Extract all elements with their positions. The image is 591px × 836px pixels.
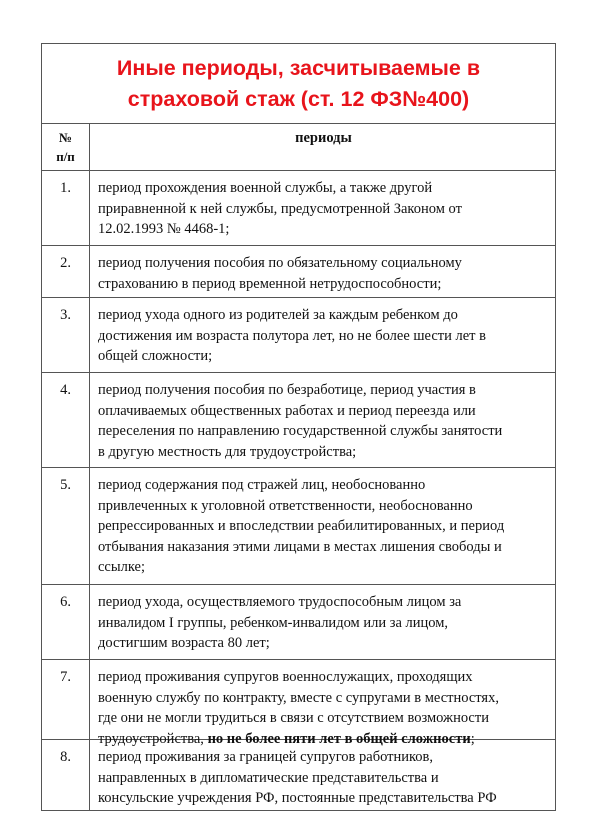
row-number: 7. bbox=[42, 660, 90, 739]
title-text bbox=[117, 53, 480, 115]
row-description bbox=[90, 298, 555, 372]
header-num-cell bbox=[42, 124, 90, 170]
description-line: консульские учреждения РФ, постоянные представительства РФ bbox=[98, 790, 497, 806]
header-periods-cell: периоды bbox=[295, 130, 352, 146]
row-description bbox=[90, 660, 555, 747]
description-line: в другую местность для трудоустройства; bbox=[98, 443, 357, 460]
description-line: ссылке; bbox=[98, 559, 145, 575]
row-number: 2. bbox=[42, 246, 90, 297]
row-number: 1. bbox=[42, 171, 90, 245]
table-header-row bbox=[42, 124, 555, 171]
row-description bbox=[90, 740, 555, 810]
row-number: 4. bbox=[42, 373, 90, 467]
table-row bbox=[42, 171, 555, 246]
description-line: период получения пособия по безработице, период участия в bbox=[98, 382, 476, 398]
table-title bbox=[42, 44, 555, 124]
table-row bbox=[42, 373, 555, 468]
description-line: где они не могли трудиться в связи с отсутствием возможности bbox=[98, 710, 489, 726]
table-row bbox=[42, 740, 555, 810]
row-number: 5. bbox=[42, 468, 90, 584]
description-line: военную службу по контракту, вместе с супругами в местностях, bbox=[98, 689, 499, 706]
table-row bbox=[42, 468, 555, 585]
description-line: период получения пособия по обязательному социальному bbox=[98, 255, 462, 271]
description-line: страхованию в период временной нетрудоспособности; bbox=[98, 275, 442, 292]
table-row bbox=[42, 246, 555, 298]
description-line: направленных в дипломатические представительства и bbox=[98, 769, 439, 786]
description-line: отбывания наказания этими лицами в местах лишения свободы и bbox=[98, 538, 502, 555]
description-text: трудоустройства, bbox=[98, 730, 208, 747]
description-line: период ухода одного из родителей за каждым ребенком до bbox=[98, 307, 458, 323]
description-line: период прохождения военной службы, а также другой bbox=[98, 180, 433, 196]
description-line: оплачиваемых общественных работах и период переезда или bbox=[98, 402, 476, 419]
title-line-2: страховой стаж (ст. 12 ФЗ№400) bbox=[127, 86, 470, 111]
table-row bbox=[42, 585, 555, 660]
description-line: инвалидом I группы, ребенком-инвалидом или за лицом, bbox=[98, 614, 449, 631]
description-line: период проживания за границей супругов работников, bbox=[98, 749, 434, 765]
row-description bbox=[90, 468, 555, 584]
header-num-symbol: № bbox=[58, 130, 73, 145]
description-line: достигшим возраста 80 лет; bbox=[98, 635, 270, 651]
title-line-1: Иные периоды, засчитываемые в bbox=[116, 55, 481, 80]
description-line: переселения по направлению государственной службы занятости bbox=[98, 423, 503, 439]
row-description bbox=[90, 171, 555, 245]
periods-table bbox=[41, 43, 556, 811]
description-line: общей сложности; bbox=[98, 348, 213, 364]
header-num-label: п/п bbox=[56, 149, 75, 164]
table-body bbox=[42, 171, 555, 810]
emphasis-text: но не более пяти лет в общей сложности bbox=[207, 730, 471, 747]
description-line: период проживания супругов военнослужащих, проходящих bbox=[98, 669, 473, 685]
table-row bbox=[42, 660, 555, 747]
description-line: период ухода, осуществляемого трудоспособным лицом за bbox=[98, 594, 462, 610]
table-row bbox=[42, 298, 555, 373]
row-description bbox=[90, 373, 555, 467]
row-description bbox=[90, 246, 555, 297]
description-line: 12.02.1993 № 4468-1; bbox=[98, 221, 230, 237]
row-number: 8. bbox=[42, 740, 90, 810]
row-number: 3. bbox=[42, 298, 90, 372]
description-line: период содержания под стражей лиц, необоснованно bbox=[98, 477, 426, 493]
row-description bbox=[90, 585, 555, 659]
description-text-end: ; bbox=[470, 730, 475, 747]
description-line: репрессированных и впоследствии реабилитированных, и период bbox=[98, 518, 505, 534]
description-line: достижения им возраста полутора лет, но не более шести лет в bbox=[98, 327, 486, 344]
description-line: привлеченных к уголовной ответственности, необоснованно bbox=[98, 497, 473, 514]
description-line: приравненной к ней службы, предусмотренной Законом от bbox=[98, 200, 462, 217]
row-number: 6. bbox=[42, 585, 90, 659]
